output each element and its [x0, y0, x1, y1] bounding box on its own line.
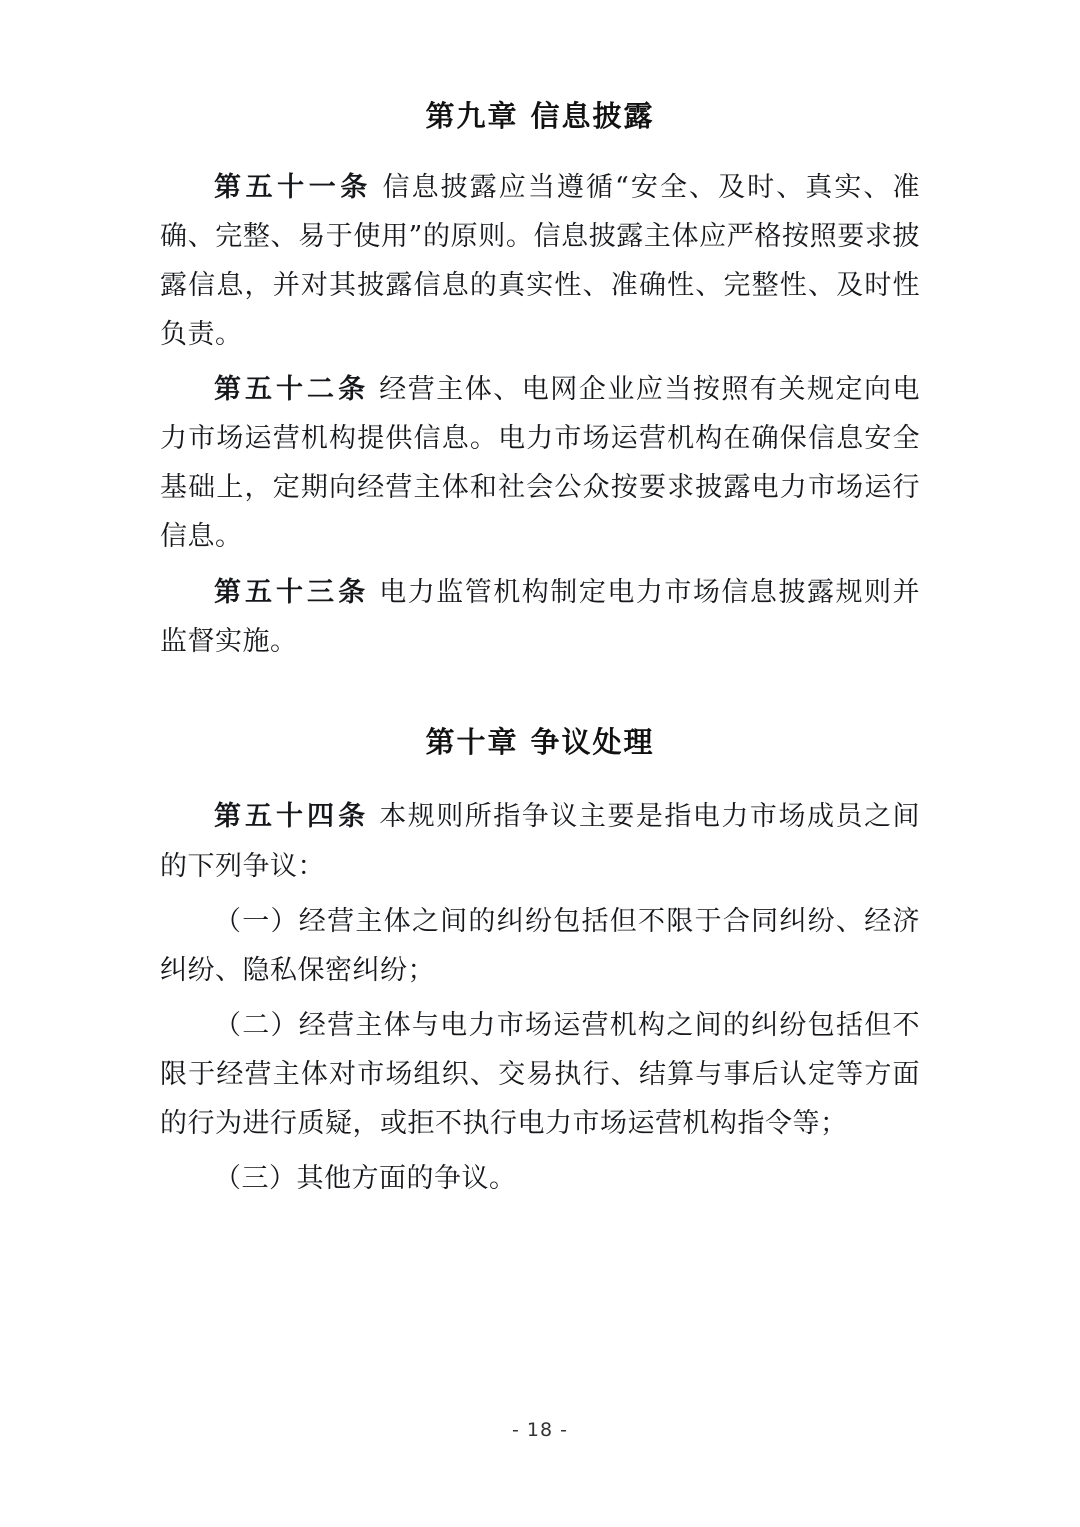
article-54-text: 本规则所指争议主要是指电力市场成员之间的下列争议：	[160, 801, 921, 882]
article-53-text: 电力监管机构制定电力市场信息披露规则并监督实施。	[160, 576, 921, 657]
page-number: - 18 -	[512, 1419, 568, 1441]
article-51-text: 信息披露应当遵循“安全、及时、真实、准确、完整、易于使用”的原则。信息披露主体应严格按照要求披露信息，并对其披露信息的真实性、准确性、完整性、及时性负责。	[160, 171, 920, 350]
list-item: （二）经营主体与电力市场运营机构之间的纠纷包括但不限于经营主体对市场组织、交易执行、结算与事后认定等方面的行为进行质疑，或拒不执行电力市场运营机构指令等；	[160, 1009, 920, 1140]
article-53	[160, 568, 920, 666]
chapter-heading-nine: 第九章 信息披露	[425, 99, 655, 133]
article-54-label: 第五十四条	[214, 801, 370, 833]
article-51-label: 第五十一条	[214, 171, 372, 203]
article-52-text: 经营主体、电网企业应当按照有关规定向电力市场运营机构提供信息。电力市场运营机构在确保信息安全基础上，定期向经营主体和社会公众按要求披露电力市场运行信息。	[160, 374, 921, 553]
article-53-label: 第五十三条	[214, 576, 370, 608]
list-item: （三）其他方面的争议。	[214, 1163, 517, 1195]
list-item: （一）经营主体之间的纠纷包括但不限于合同纠纷、经济纠纷、隐私保密纠纷；	[160, 905, 920, 986]
article-54	[160, 792, 920, 890]
article-52	[160, 365, 920, 562]
article-51	[160, 163, 920, 360]
article-52-label: 第五十二条	[214, 374, 370, 406]
chapter-heading-ten: 第十章 争议处理	[425, 724, 655, 759]
